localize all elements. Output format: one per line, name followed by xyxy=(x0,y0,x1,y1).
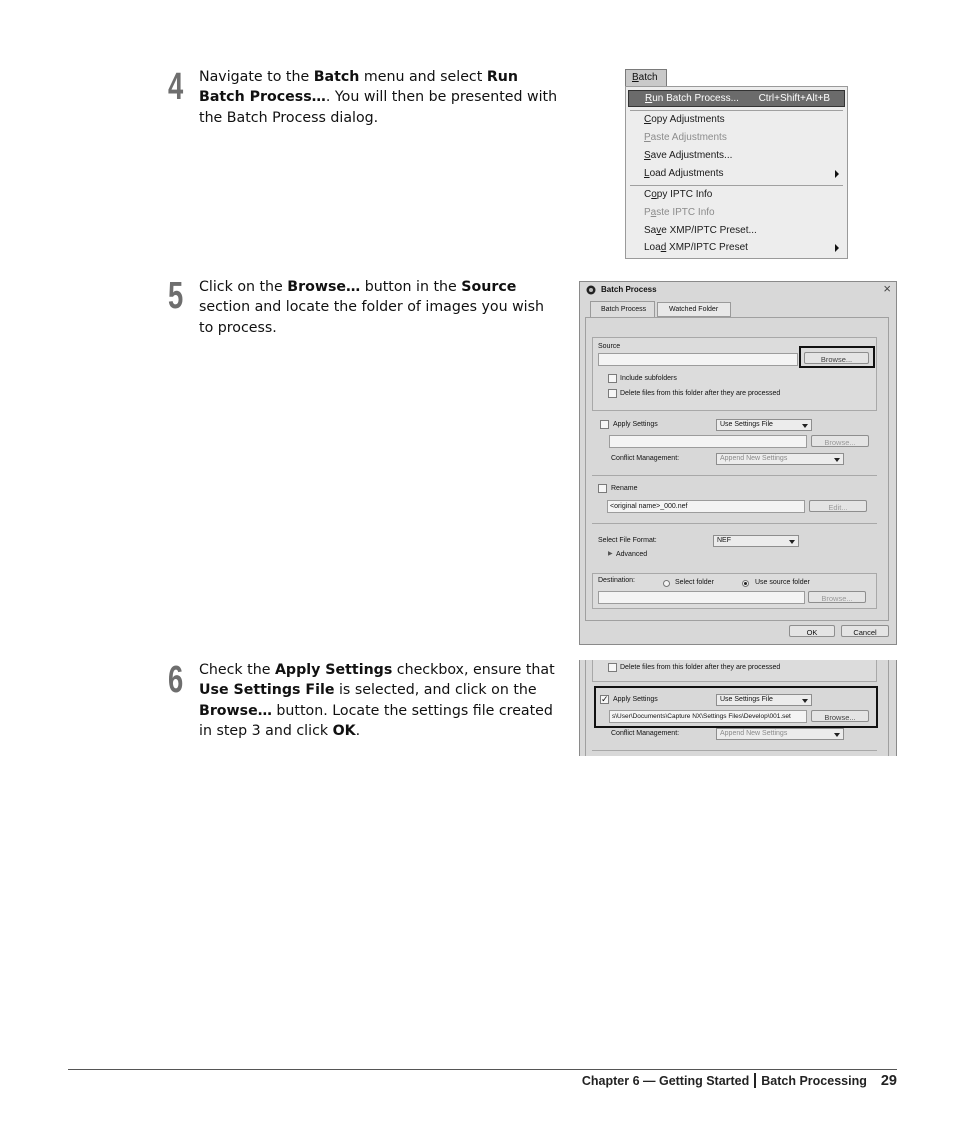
text-run: button in the xyxy=(360,279,462,295)
source-browse-button[interactable]: Browse... xyxy=(804,352,869,364)
bold-term: Batch xyxy=(313,69,360,85)
menu-item-label: oad Adjustments xyxy=(649,168,724,179)
select-folder-label: Select folder xyxy=(675,579,714,586)
conflict-management-select[interactable] xyxy=(716,453,844,465)
tab-watched-folder[interactable]: Watched Folder xyxy=(657,302,731,317)
delete-files-checkbox[interactable] xyxy=(608,389,617,398)
step-number: 5 xyxy=(168,275,184,317)
menu-item-label: Sa xyxy=(644,225,657,236)
footer-section: Batch Processing xyxy=(761,1074,867,1088)
use-source-folder-label: Use source folder xyxy=(755,579,810,586)
chevron-down-icon xyxy=(834,733,840,737)
select-value: Use Settings File xyxy=(720,696,773,703)
triangle-right-icon[interactable]: ▶ xyxy=(608,551,613,557)
apply-settings-label: Apply Settings xyxy=(613,696,658,703)
apply-settings-label: Apply Settings xyxy=(613,421,658,428)
settings-browse-button[interactable]: Browse... xyxy=(811,435,869,447)
menu-item-label: un Batch Process... xyxy=(652,93,739,104)
menu-item-copy-iptc-info[interactable] xyxy=(626,187,847,204)
select-value: Append New Settings xyxy=(720,455,788,462)
menu-shortcut: Ctrl+Shift+Alt+B xyxy=(758,93,830,104)
menu-mnemonic: B xyxy=(632,72,639,83)
menu-item-label: XMP/IPTC Preset xyxy=(666,242,748,253)
menu-mnemonic: v xyxy=(656,225,662,236)
source-label: Source xyxy=(598,343,621,350)
menu-item-paste-adjustments xyxy=(626,130,847,147)
rename-checkbox[interactable] xyxy=(598,484,607,493)
footer-rule xyxy=(68,1069,897,1070)
edit-button[interactable]: Edit... xyxy=(809,500,867,512)
settings-path-field[interactable] xyxy=(609,435,807,448)
conflict-management-select[interactable] xyxy=(716,728,844,740)
select-file-format-label: Select File Format: xyxy=(598,537,657,544)
menu-item-label: ave Adjustments... xyxy=(650,150,733,161)
menu-mnemonic: S xyxy=(644,150,651,161)
delete-files-checkbox[interactable] xyxy=(608,663,617,672)
chevron-down-icon xyxy=(789,540,795,544)
select-value: Use Settings File xyxy=(720,421,773,428)
ok-button[interactable]: OK xyxy=(789,625,835,637)
menu-item-copy-adjustments[interactable] xyxy=(626,112,847,129)
divider xyxy=(592,475,877,476)
select-value: Append New Settings xyxy=(720,730,788,737)
select-folder-radio[interactable] xyxy=(663,580,670,587)
text-run: checkbox, ensure that xyxy=(392,662,555,678)
step-number: 4 xyxy=(168,66,184,108)
menu-item-run-batch-process[interactable] xyxy=(628,90,845,107)
highlight-box xyxy=(594,686,878,728)
rename-field[interactable]: <original name>_000.nef xyxy=(607,500,805,513)
submenu-arrow-icon xyxy=(835,244,839,252)
menu-mnemonic: P xyxy=(644,132,651,143)
menu-item-label: aste Adjustments xyxy=(650,132,727,143)
conflict-management-label: Conflict Management: xyxy=(611,730,680,737)
step-5-text xyxy=(199,277,561,338)
bold-term: Browse… xyxy=(199,702,272,719)
chevron-down-icon xyxy=(834,458,840,462)
step-6-text xyxy=(199,660,561,741)
text-run: is selected, and click on the xyxy=(334,682,537,699)
submenu-arrow-icon xyxy=(835,170,839,178)
tab-batch-process[interactable]: Batch Process xyxy=(590,301,655,318)
menu-mnemonic: o xyxy=(651,189,657,200)
batch-menu-title[interactable] xyxy=(625,69,667,86)
close-icon[interactable]: × xyxy=(883,281,891,296)
page-number: 29 xyxy=(880,1073,897,1089)
menu-item-save-xmp-iptc-preset[interactable] xyxy=(626,223,847,240)
menu-mnemonic: R xyxy=(645,93,653,104)
bold-term: Use Settings File xyxy=(199,682,335,699)
apply-settings-checkbox[interactable] xyxy=(600,420,609,429)
cancel-button[interactable]: Cancel xyxy=(841,625,889,637)
settings-path-field[interactable]: s\User\Documents\Capture NX\Settings Files\Develop\001.set xyxy=(609,710,807,723)
text-run: Navigate to the xyxy=(199,69,314,85)
menu-item-label: ste IPTC Info xyxy=(656,207,715,218)
conflict-management-label: Conflict Management: xyxy=(611,455,680,462)
menu-item-load-xmp-iptc-preset[interactable] xyxy=(626,240,847,257)
nikon-logo-icon xyxy=(586,285,596,295)
bold-term: OK xyxy=(332,722,356,739)
footer-divider xyxy=(754,1073,756,1088)
use-source-folder-radio[interactable] xyxy=(742,580,749,587)
menu-separator xyxy=(630,185,843,186)
menu-item-label: C xyxy=(644,189,652,200)
batch-process-dialog xyxy=(579,281,897,645)
rename-label: Rename xyxy=(611,485,638,492)
menu-mnemonic: d xyxy=(660,242,667,253)
step-number: 6 xyxy=(168,659,184,701)
bold-term: Browse… xyxy=(287,279,361,295)
text-run: button. Locate the settings file created in step 3 and click xyxy=(199,702,553,739)
menu-item-paste-iptc-info xyxy=(626,205,847,222)
apply-settings-checkbox-checked[interactable]: ✓ xyxy=(601,694,609,704)
page-footer xyxy=(582,1073,897,1089)
menu-item-label: py IPTC Info xyxy=(656,189,713,200)
text-run: section and locate the folder of images you wish to process. xyxy=(199,299,544,336)
menu-item-label: e XMP/IPTC Preset... xyxy=(661,225,757,236)
bold-term: Apply Settings xyxy=(274,662,393,678)
source-path-field[interactable] xyxy=(598,353,798,366)
highlight-box xyxy=(799,346,875,368)
step-4-text xyxy=(199,67,561,128)
bold-term: Run Batch Process… xyxy=(199,69,518,106)
delete-files-label: Delete files from this folder after they are processed xyxy=(620,664,781,671)
divider xyxy=(592,523,877,524)
settings-source-select[interactable] xyxy=(716,419,812,431)
delete-files-label: Delete files from this folder after they are processed xyxy=(620,390,781,397)
dialog-title: Batch Process xyxy=(601,285,657,294)
file-format-select[interactable] xyxy=(713,535,799,547)
menu-separator xyxy=(630,110,843,111)
settings-browse-button[interactable]: Browse... xyxy=(811,710,869,722)
destination-browse-button[interactable]: Browse... xyxy=(808,591,866,603)
select-value: NEF xyxy=(717,537,731,544)
menu-mnemonic: a xyxy=(650,207,657,218)
include-subfolders-label: Include subfolders xyxy=(620,375,677,382)
apply-settings-crop xyxy=(579,660,897,756)
text-run: Check the xyxy=(199,662,275,678)
bold-term: Source xyxy=(461,279,517,295)
divider xyxy=(592,750,877,751)
menu-title-label: atch xyxy=(638,72,658,83)
menu-mnemonic: C xyxy=(644,114,652,125)
menu-item-label: opy Adjustments xyxy=(651,114,725,125)
destination-path-field[interactable] xyxy=(598,591,805,604)
include-subfolders-checkbox[interactable] xyxy=(608,374,617,383)
menu-item-load-adjustments[interactable] xyxy=(626,166,847,183)
batch-menu-panel xyxy=(625,86,848,259)
menu-item-label: P xyxy=(644,207,651,218)
menu-mnemonic: L xyxy=(644,168,650,179)
menu-item-save-adjustments[interactable] xyxy=(626,148,847,165)
chevron-down-icon xyxy=(802,424,808,428)
text-run: . xyxy=(355,722,361,739)
destination-label: Destination: xyxy=(598,577,635,584)
text-run: . You will then be presented with the Batch Process dialog. xyxy=(199,89,558,126)
menu-item-label: Loa xyxy=(644,242,661,253)
footer-chapter: Chapter 6 — Getting Started xyxy=(581,1074,750,1088)
text-run: Click on the xyxy=(199,279,288,295)
advanced-label[interactable]: Advanced xyxy=(616,551,648,558)
text-run: menu and select xyxy=(359,69,487,85)
